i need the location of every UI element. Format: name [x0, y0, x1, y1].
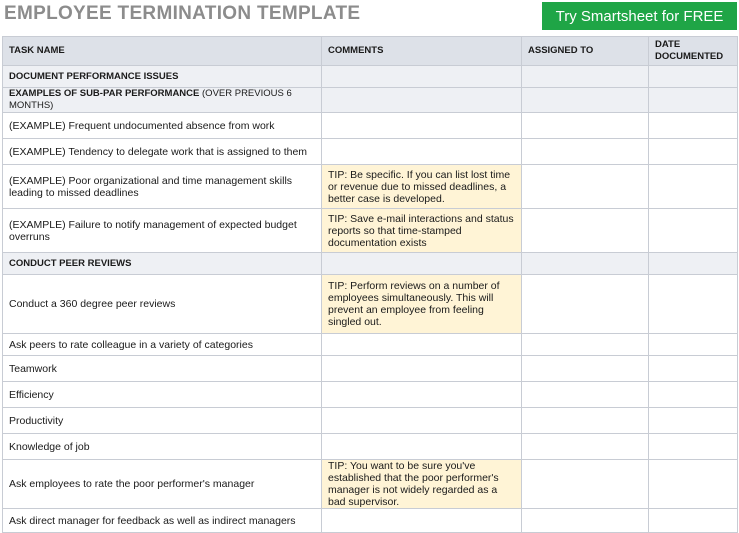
comment-cell[interactable] [322, 113, 522, 139]
comment-cell[interactable] [322, 434, 522, 460]
date-cell[interactable] [649, 434, 738, 460]
comment-cell[interactable] [322, 139, 522, 165]
assigned-cell[interactable] [522, 434, 649, 460]
section-row [3, 253, 738, 275]
assigned-cell[interactable] [522, 209, 649, 253]
date-cell[interactable] [649, 113, 738, 139]
task-cell[interactable]: Conduct a 360 degree peer reviews [3, 275, 322, 334]
table-row [3, 139, 738, 165]
assigned-cell[interactable] [522, 275, 649, 334]
column-header-date-documented: DATE DOCUMENTED [649, 37, 738, 66]
section-row [3, 66, 738, 88]
comment-cell[interactable] [322, 253, 522, 275]
comment-cell[interactable] [322, 509, 522, 533]
header-row [3, 37, 738, 66]
task-label: EXAMPLES OF SUB-PAR PERFORMANCE [9, 88, 200, 99]
date-cell[interactable] [649, 408, 738, 434]
assigned-cell[interactable] [522, 253, 649, 275]
table-row [3, 434, 738, 460]
comment-cell-tip[interactable]: TIP: Save e-mail interactions and status reports so that time-stamped documentation exists [322, 209, 522, 253]
task-cell[interactable]: Ask peers to rate colleague in a variety of categories [3, 334, 322, 356]
date-cell[interactable] [649, 66, 738, 88]
comment-cell-tip[interactable]: TIP: Perform reviews on a number of employees simultaneously. This will prevent an employee from feeling singled out. [322, 275, 522, 334]
column-header-assigned-to: ASSIGNED TO [522, 37, 649, 66]
date-cell[interactable] [649, 509, 738, 533]
table-row [3, 165, 738, 209]
column-header-comments: COMMENTS [322, 37, 522, 66]
table-row [3, 460, 738, 509]
comment-cell[interactable] [322, 356, 522, 382]
task-cell[interactable]: (EXAMPLE) Failure to notify management of expected budget overruns [3, 209, 322, 253]
table-row [3, 356, 738, 382]
date-cell[interactable] [649, 209, 738, 253]
task-cell[interactable]: Ask employees to rate the poor performer's manager [3, 460, 322, 509]
comment-cell[interactable] [322, 382, 522, 408]
assigned-cell[interactable] [522, 460, 649, 509]
table-row [3, 209, 738, 253]
task-label-suffix: (OVER PREVIOUS 6 MONTHS) [9, 88, 292, 111]
assigned-cell[interactable] [522, 88, 649, 113]
comment-cell-tip[interactable]: TIP: You want to be sure you've established that the poor performer's manager is not widely regarded as a bad supervisor. [322, 460, 522, 509]
comment-cell[interactable] [322, 66, 522, 88]
date-cell[interactable] [649, 382, 738, 408]
comment-cell[interactable] [322, 334, 522, 356]
date-cell[interactable] [649, 275, 738, 334]
table-row [3, 408, 738, 434]
table-row [3, 275, 738, 334]
try-smartsheet-button[interactable]: Try Smartsheet for FREE [542, 2, 737, 30]
assigned-cell[interactable] [522, 356, 649, 382]
date-cell[interactable] [649, 139, 738, 165]
task-cell[interactable]: (EXAMPLE) Poor organizational and time management skills leading to missed deadlines [3, 165, 322, 209]
task-cell[interactable]: Teamwork [3, 356, 322, 382]
table-row [3, 509, 738, 533]
date-cell[interactable] [649, 334, 738, 356]
section-row [3, 88, 738, 113]
assigned-cell[interactable] [522, 334, 649, 356]
task-cell[interactable]: Efficiency [3, 382, 322, 408]
table-row [3, 334, 738, 356]
assigned-cell[interactable] [522, 113, 649, 139]
comment-cell[interactable] [322, 88, 522, 113]
assigned-cell[interactable] [522, 66, 649, 88]
task-cell[interactable]: DOCUMENT PERFORMANCE ISSUES [3, 66, 322, 88]
date-cell[interactable] [649, 253, 738, 275]
date-cell[interactable] [649, 165, 738, 209]
comment-cell[interactable] [322, 408, 522, 434]
date-cell[interactable] [649, 356, 738, 382]
date-cell[interactable] [649, 460, 738, 509]
assigned-cell[interactable] [522, 139, 649, 165]
assigned-cell[interactable] [522, 509, 649, 533]
page-title: EMPLOYEE TERMINATION TEMPLATE [4, 3, 361, 24]
task-cell[interactable] [3, 88, 322, 113]
task-cell[interactable]: Productivity [3, 408, 322, 434]
assigned-cell[interactable] [522, 382, 649, 408]
termination-table [2, 36, 738, 533]
task-cell[interactable]: Knowledge of job [3, 434, 322, 460]
task-cell[interactable]: Ask direct manager for feedback as well as indirect managers [3, 509, 322, 533]
task-cell[interactable]: (EXAMPLE) Tendency to delegate work that is assigned to them [3, 139, 322, 165]
task-cell[interactable]: CONDUCT PEER REVIEWS [3, 253, 322, 275]
date-cell[interactable] [649, 88, 738, 113]
comment-cell-tip[interactable]: TIP: Be specific. If you can list lost time or revenue due to missed deadlines, a better case is developed. [322, 165, 522, 209]
task-cell[interactable]: (EXAMPLE) Frequent undocumented absence from work [3, 113, 322, 139]
table-row [3, 113, 738, 139]
assigned-cell[interactable] [522, 408, 649, 434]
assigned-cell[interactable] [522, 165, 649, 209]
column-header-task-name: TASK NAME [3, 37, 322, 66]
table-row [3, 382, 738, 408]
